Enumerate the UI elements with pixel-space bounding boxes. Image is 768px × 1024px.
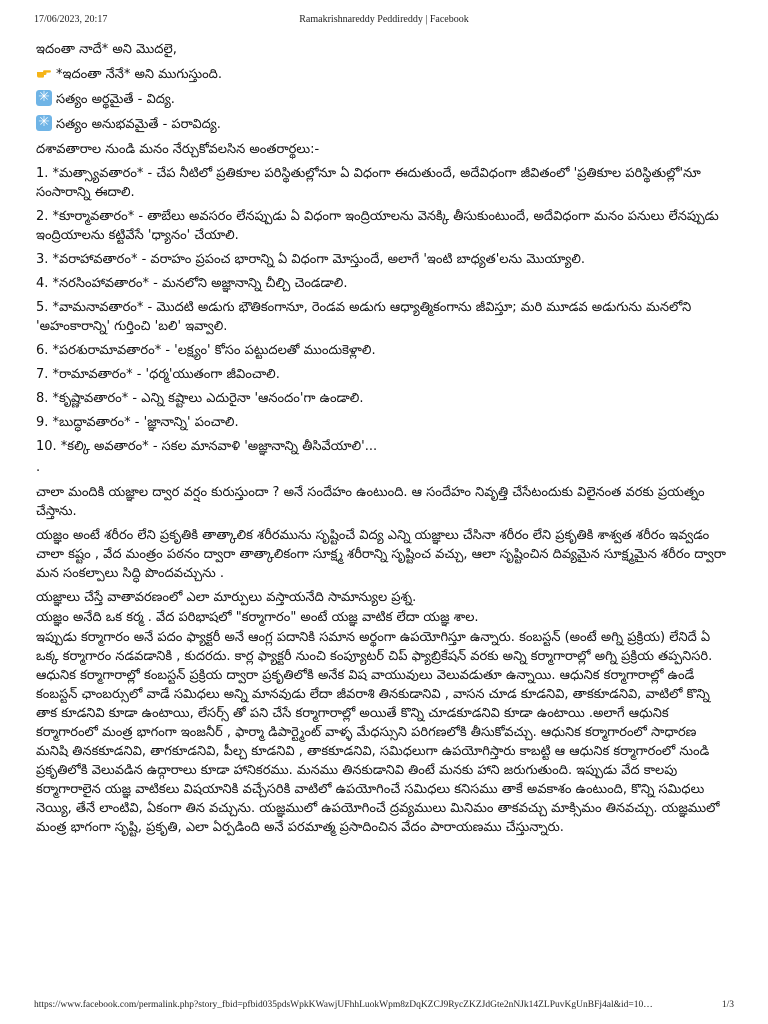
print-date: 17/06/2023, 20:17: [34, 14, 108, 25]
print-footer: [34, 1000, 734, 1014]
avatar-item-6: 6. *పరశురామావతారం* - 'లక్ష్యం' కోసం పట్టుదలతో ముందుకెళ్లాలి.: [36, 343, 376, 358]
avatar-item-2: 2. *కూర్మావతారం* - తాబేలు అవసరం లేనప్పుడు ఏ విధంగా ఇంద్రియాలను వెనక్కి తీసుకుంటుందే, అదేవిధంగా మనం పనులు లేనప్పుడు ఇంద్రియాలను కట్టివేసే 'ధ్యానం' చేయాలి.: [36, 209, 719, 243]
page-number: 1/3: [721, 1000, 734, 1010]
paragraph-weather-question: యజ్ఞాలు చేస్తే వాతావరణంలో ఎలా మార్పులు వస్తాయనేది సామాన్యుల ప్రశ్న.: [36, 590, 417, 605]
intro-line-4: ✳సత్యం అనుభవమైతే - పరావిద్య.: [36, 115, 732, 134]
avatar-item-9: 9. *బుద్ధావతారం* - 'జ్ఞానాన్ని' పంచాలి.: [36, 415, 239, 430]
paragraph-yajna-definition: యజ్ఞం అంటే శరీరం లేని ప్రకృతికి తాత్కాలిక శరీరమును సృష్టించే విద్య ఎన్ని యజ్ఞాలు చేసినా శరీరం లేని ప్రకృతికి శాశ్వత శరీరం ఇవ్వడం చాలా కష్టం , వేద మంత్రం పఠనం ద్వారా తాత్కాలికంగా సూక్ష్మ శరీరాన్ని సృష్టించ వచ్చు, ఆలా సృష్టించిన దివ్యమైన సూక్ష్మమైన శరీరం ద్వారా మన సంకల్పాలు సిద్ధి పొందవచ్చును .: [36, 528, 726, 581]
paragraph-factory-comparison: ఇప్పుడు కర్మాగారం అనే పదం ఫ్యాక్టరీ అనే ఆంగ్ల పదానికి సమాన అర్థంగా ఉపయోగిస్తూ ఉన్నారు. కంబస్టన్ (అంటే అగ్ని ప్రక్రియ) లేనిదే ఏ ఒక్క కర్మాగారం నడవడానికి , కుదరదు. కార్ల ఫ్యాక్టరీ నుంచి కంప్యూటర్ చిప్ ఫ్యాబ్రికేషన్ వరకు అన్ని కర్మాగారాల్లో అగ్ని ప్రక్రియ తప్పనిసరి. ఆధునిక కర్మాగారాల్లో కంబస్టన్ ప్రక్రియ ద్వారా ప్రకృతిలోకి అనేక విష వాయువులు వెలువడుతూ ఉన్నాయి. ఆధునిక కర్మాగారాల్లో ఉండే కంబస్టన్ ఛాంబర్సులో వాడే సమిధలు అన్ని మానవుడు లేదా జీవరాశి తినకుడానివి , వాసన చూడ కూడనివి, తాకకూడనివి, వాటిలో కొన్ని తాక కూడనివి కూడా ఉంటాయి, లేసర్స్ తో పని చేసే కర్మాగారాల్లో అయితే కొన్ని చూడకూడనివి కూడా ఉంటాయి .అలాగే ఆధునిక కర్మాగారంలో మంత్ర భాగంగా ఇంజనీర్ , ఫార్మా డిపార్ట్మెంట్ వాళ్ళ మేధస్సుని పరిగణలోకి తీసుకోవచ్చు. ఆధునిక కర్మాగారంలో సాధారణ మనిషి తినకకూడనివి, తాగకూడనివి, పీల్చ కూడనివి , తాకకూడనివి, సమిధలుగా ఉపయోగిస్తారు కాబట్టి ఆ ఆధునిక కర్మాగారంలో నుండి ప్రకృతిలోకి వెలువడిన ఉద్గారాలు కూడా హానికరము. మనము తినకుడానివి తింటే మనకు హాని జరుగుతుంది. ఇప్పుడు వేద కాలపు కర్మాగారాలైన యజ్ఞ వాటికలు విషయానికి వచ్చేసరికి వాటిలో ఉపయోగించే సమిధలు కనిసము తాకే అవకాశం ఉంటుంది, కొన్ని సమిధలు నెయ్యి, తేనే లాంటివి, ఏకంగా తిన వచ్చును. యజ్ఞములో ఉపయోగించే ద్రవ్యములు మినిమం తాకవచ్చు మాక్సిమం తినవచ్చు. యజ్ఞములో మంత్ర భాగంగా సృష్టి, ప్రకృతి, ఎలా ఏర్పడింది అనే పరమాత్మ ప్రసాదించిన వేదం పారాయణము చేస్తున్నారు.: [36, 630, 720, 835]
separator-dot: .: [36, 460, 41, 475]
lessons-heading: దశావతారాల నుండి మనం నేర్చుకోవలసిన అంతరార్థలు:-: [36, 142, 320, 157]
post-content: [36, 40, 732, 842]
backhand-index-pointing-right-icon: [36, 65, 52, 81]
avatar-item-4: 4. *నరసింహావతారం* - మనలోని అజ్ఞానాన్ని చీల్చి చెండడాలి.: [36, 276, 348, 291]
avatar-item-8: 8. *కృష్ణావతారం* - ఎన్ని కష్టాలు ఎదురైనా 'ఆనందం'గా ఉండాలి.: [36, 391, 364, 406]
paragraph-karmagaram: యజ్ఞం అనేది ఒక కర్మ . వేద పరిభాషలో "కర్మాగారం" అంటే యజ్ఞ వాటిక లేదా యజ్ఞ శాల.: [36, 610, 479, 625]
intro-line-3: ✳సత్యం అర్థమైతే - విద్య.: [36, 90, 732, 109]
avatar-item-10: 10. *కల్కి అవతారం* - సకల మానవాళి 'అజ్ఞానాన్ని తీసివేయాలి'...: [36, 439, 378, 454]
intro-line-2: *ఇదంతా నేనే* అని ముగుస్తుంది.: [36, 65, 732, 84]
sparkle-icon: [36, 115, 52, 131]
paragraph-rain-question: చాలా మందికి యజ్ఞాల ద్వార వర్షం కురుస్తుందా ? అనే సందేహం ఉంటుంది. ఆ సందేహం నివృత్తి చేసేటందుకు విలైనంత వరకు ప్రయత్నం చేస్తాను.: [36, 485, 705, 519]
print-title: Ramakrishnareddy Peddireddy | Facebook: [299, 14, 469, 25]
print-header: [34, 14, 734, 28]
sparkle-icon: [36, 90, 52, 106]
print-url: https://www.facebook.com/permalink.php?story_fbid=pfbid035pdsWpkKWawjUFhhLuokWpm8zDqKZCJ9RycZKZJdGte2nNJk14ZLPuvKgUnBFj4al&id=10…: [34, 1000, 653, 1010]
intro-line-1: ఇదంతా నాదే* అని మొదలై,: [36, 42, 177, 57]
avatar-item-3: 3. *వరాహావతారం* - వరాహం ప్రపంచ భారాన్ని ఏ విధంగా మోస్తుందే, అలాగే 'ఇంటి బాధ్యత'లను మొయ్యాలి.: [36, 252, 586, 267]
avatar-item-5: 5. *వామనావతారం* - మొదటి అడుగు భౌతికంగానూ, రెండవ అడుగు ఆధ్యాత్మికంగాను జీవిస్తూ; మరి మూడవ అడుగును మనలోని 'అహంకారాన్ని' గుర్తించి 'బలి' ఇవ్వాలి.: [36, 300, 692, 334]
avatar-item-7: 7. *రామావతారం* - 'ధర్మ'యుతంగా జీవించాలి.: [36, 367, 280, 382]
avatar-item-1: 1. *మత్స్యావతారం* - చేప నీటిలో ప్రతికూల పరిస్థితుల్లోనూ ఏ విధంగా ఈదుతుందే, అదేవిధంగా జీవితంలో 'ప్రతికూల పరిస్థితుల్లో'నూ సంసారాన్ని ఈదాలి.: [36, 166, 701, 200]
